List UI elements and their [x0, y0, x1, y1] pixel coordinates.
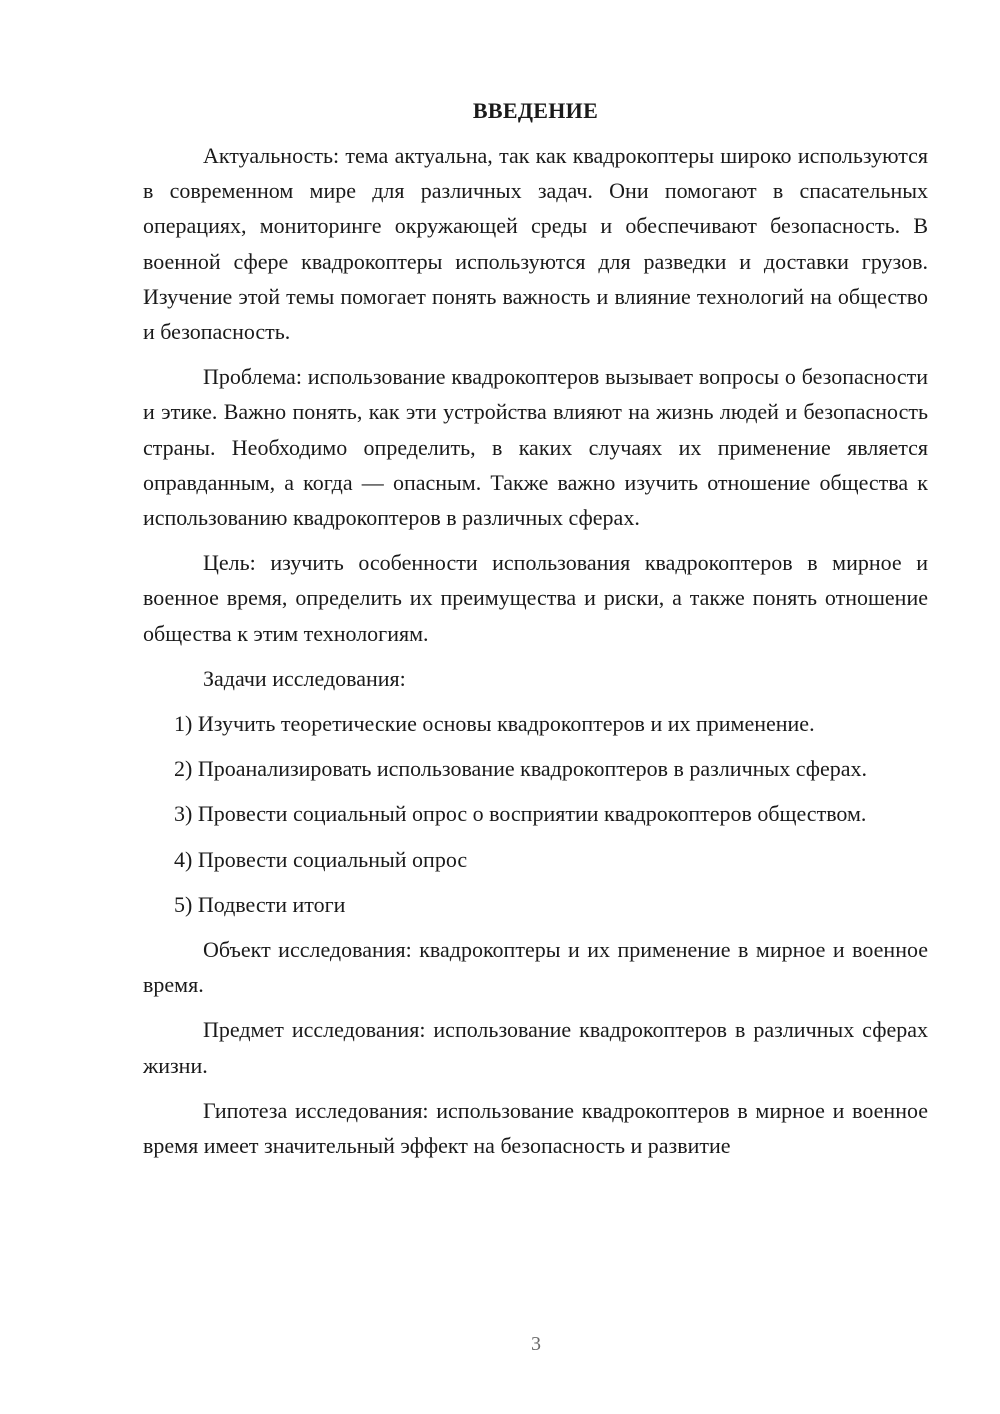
task-item-3: 3) Провести социальный опрос о восприятии квадрокоптеров обществом.: [174, 801, 867, 827]
tasks-heading: Задачи исследования:: [203, 665, 406, 691]
section-heading: ВВЕДЕНИЕ: [472, 98, 599, 123]
task-item-4: 4) Провести социальный опрос: [174, 846, 468, 872]
object-paragraph: Объект исследования: квадрокоптеры и их применение в мирное и военное время.: [143, 937, 928, 998]
task-item-2: 2) Проанализировать использование квадрокоптеров в различных сферах.: [174, 756, 868, 782]
document-body: [143, 96, 928, 1173]
subject-paragraph: Предмет исследования: использование квадрокоптеров в различных сферах жизни.: [143, 1017, 928, 1078]
task-item-1: 1) Изучить теоретические основы квадрокоптеров и их применение.: [174, 711, 815, 737]
goal-paragraph: Цель: изучить особенности использования квадрокоптеров в мирное и военное время, определить их преимущества и риски, а также понять отношение общества к этим технологиям.: [143, 550, 928, 646]
problem-paragraph: Проблема: использование квадрокоптеров вызывает вопросы о безопасности и этике. Важно понять, как эти устройства влияют на жизнь людей и безопасность страны. Необходимо определить, в каких случаях их применение является оправданным, а когда — опасным. Также важно изучить отношение общества к использованию квадрокоптеров в различных сферах.: [143, 364, 928, 531]
task-item-5: 5) Подвести итоги: [174, 891, 346, 917]
hypothesis-paragraph: Гипотеза исследования: использование квадрокоптеров в мирное и военное время имеет значительный эффект на безопасность и развитие: [143, 1097, 928, 1159]
relevance-paragraph: Актуальность: тема актуальна, так как квадрокоптеры широко используются в современном мире для различных задач. Они помогают в спасательных операциях, мониторинге окружающей среды и обеспечивают безопасность. В военной сфере квадрокоптеры используются для разведки и доставки грузов. Изучение этой темы помогает понять важность и влияние технологий на общество и безопасность.: [143, 143, 928, 345]
page-number: 3: [531, 1333, 541, 1355]
